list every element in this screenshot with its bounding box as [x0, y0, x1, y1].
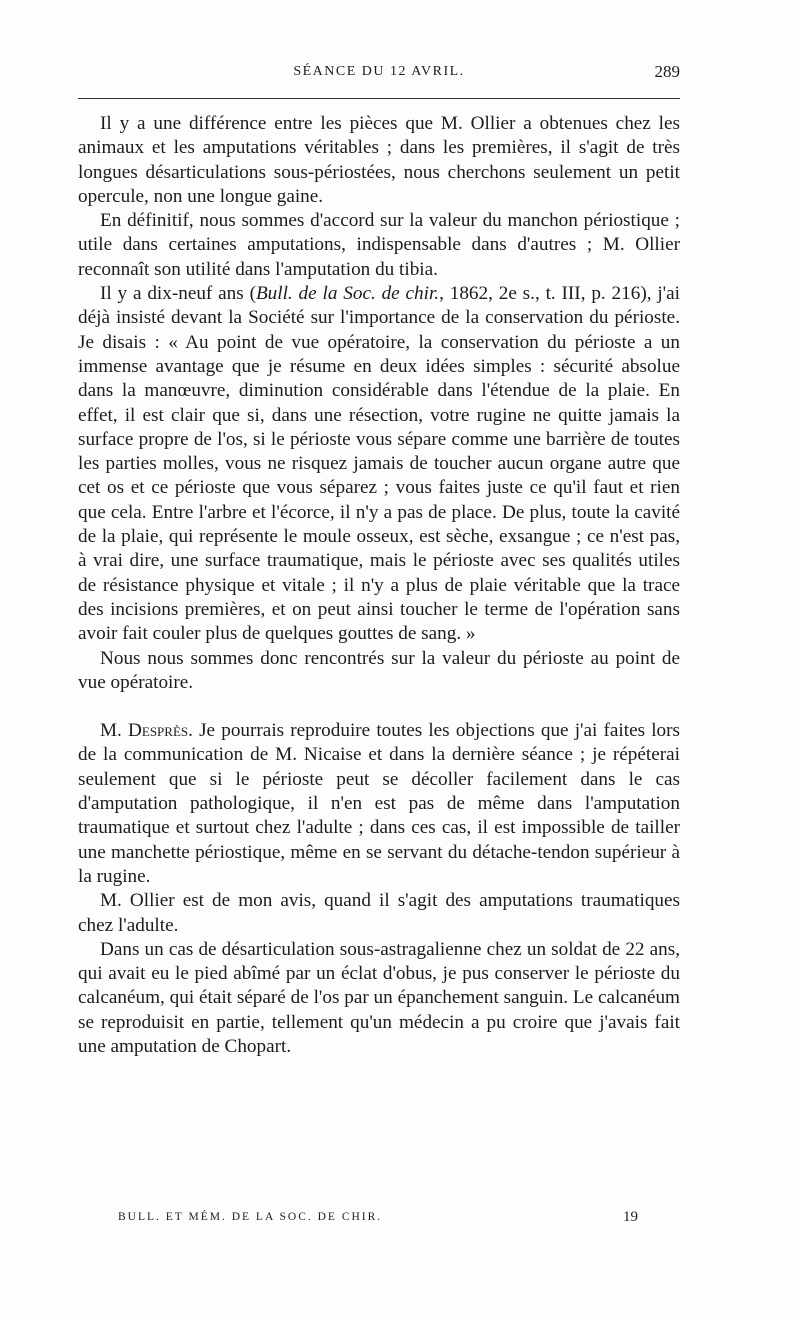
paragraph-3-start: Il y a dix-neuf ans ( — [100, 283, 256, 305]
citation: Bull. de la Soc. de chir. — [255, 283, 440, 305]
paragraph-7: Dans un cas de désarticulation sous-astragalienne chez un soldat de 22 ans, qui avait eu le pied abîmé par un éclat d'obus, je pus conserver le périoste du calcanéum, qui était séparé de l'os par un épanchement sanguin. Le calcanéum se reproduisit en partie, tellement qu'un médecin a pu croire que j'avais fait une amputation de Chopart. — [78, 938, 680, 1057]
speaker-name: M. Desprès. — [100, 720, 193, 742]
running-head: SÉANCE DU 12 AVRIL. — [293, 64, 465, 79]
paragraph-5 — [78, 719, 680, 889]
paragraph-3 — [78, 282, 680, 646]
paragraph-2: En définitif, nous sommes d'accord sur la valeur du manchon périostique ; utile dans certaines amputations, indispensable dans d'autres ; M. Ollier reconnaît son utilité dans l'amputation du tibia. — [78, 210, 680, 280]
page-number: 289 — [654, 62, 680, 81]
body-text — [78, 112, 680, 1059]
paragraph-6: M. Ollier est de mon avis, quand il s'agit des amputations traumatiques chez l'adulte. — [78, 890, 680, 936]
header-rule — [78, 98, 680, 99]
page-header — [78, 64, 680, 90]
paragraph-3-rest: , 1862, 2e s., t. III, p. 216), j'ai déjà insisté devant la Société sur l'importance de la conservation du périoste. Je disais : « Au point de vue opératoire, la conservation du périoste a un immense avantage que je résume en deux idées simples : sécurité absolue dans la manœuvre, diminution considérable dans l'étendue de la plaie. En effet, il est clair que si, dans une résection, votre rugine ne quitte jamais la surface propre de l'os, si le périoste vous sépare comme une barrière de toutes les parties molles, vous ne risquez jamais de toucher aucun organe autre que cet os et ce périoste que vous séparez ; vous faites juste ce qu'il faut et rien que cela. Entre l'arbre et l'écorce, il n'y a pas de place. De plus, toute la cavité de la plaie, qui représente le moule osseux, est sèche, exsangue ; ce n'est pas, à vrai dire, une surface traumatique, mais le périoste avec ses qualités utiles de résistance physique et vitale ; il n'y a plus de plaie véritable que la trace des incisions premières, et on peut ainsi toucher le terme de l'opération sans avoir fait couler plus de quelques gouttes de sang. » — [78, 283, 680, 645]
paragraph-1: Il y a une différence entre les pièces que M. Ollier a obtenues chez les animaux et les amputations véritables ; dans les premières, il s'agit de très longues désarticulations sous-périostées, nous cherchons seulement un petit opercule, non une longue gaine. — [78, 113, 680, 207]
signature-text: BULL. ET MÉM. DE LA SOC. DE CHIR. — [118, 1211, 383, 1223]
paragraph-5-text: Je pourrais reproduire toutes les objections que j'ai faites lors de la communication de M. Nicaise et dans la dernière séance ; je répéterai seulement que si le périoste peut se décoller facilement dans le cas d'amputation pathologique, il n'en est pas de même dans l'amputation traumatique et surtout chez l'adulte ; dans ces cas, il est impossible de tailler une manchette périostique, même en se servant du détache-tendon supérieur à la rugine. — [78, 720, 681, 887]
signature-number: 19 — [623, 1209, 638, 1225]
page-footer — [118, 1211, 638, 1231]
paragraph-4: Nous nous sommes donc rencontrés sur la valeur du périoste au point de vue opératoire. — [78, 647, 680, 693]
